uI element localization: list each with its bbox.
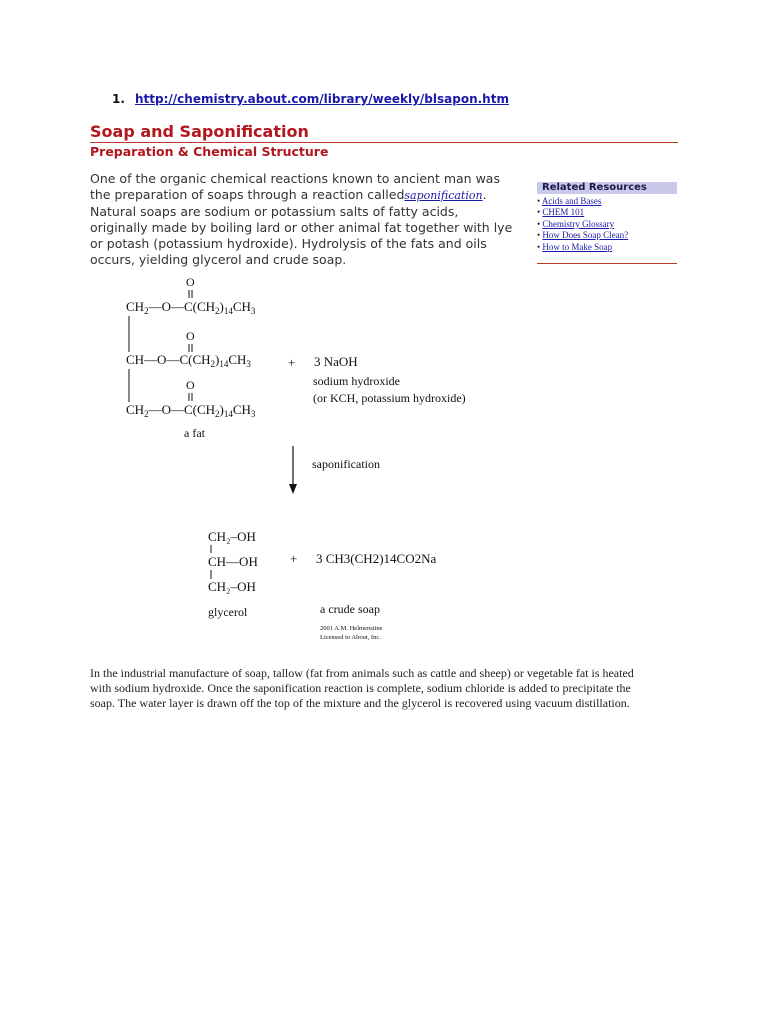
plus-sign: + xyxy=(288,355,296,370)
ch2-group: CH xyxy=(126,299,145,314)
arrow-label: saponification xyxy=(312,457,380,471)
related-link-make-soap[interactable]: How to Make Soap xyxy=(542,241,613,252)
list-number: 1. xyxy=(112,92,125,106)
list-item: • CHEM 101 xyxy=(537,207,585,218)
intro-text: . xyxy=(482,187,487,202)
related-link-glossary[interactable]: Chemistry Glossary xyxy=(542,218,615,229)
list-item: • Acids and Bases xyxy=(537,196,602,206)
soap-label: a crude soap xyxy=(320,602,380,616)
ch-group: CH—O—C(CH xyxy=(126,352,211,367)
intro-paragraph xyxy=(90,171,530,268)
related-link-acids-bases[interactable]: Acids and Bases xyxy=(541,196,602,206)
related-divider xyxy=(537,263,677,264)
ester-tail: C(CH xyxy=(183,299,216,314)
ch2-group: CH xyxy=(126,402,145,417)
intro-line: occurs, yielding glycerol and crude soap. xyxy=(90,252,347,267)
outro-paragraph xyxy=(90,666,690,711)
list-item: • How to Make Soap xyxy=(537,241,613,252)
intro-line: Natural soaps are sodium or potassium salts of fatty acids, xyxy=(90,204,459,219)
related-link-soap-clean[interactable]: How Does Soap Clean? xyxy=(542,230,629,241)
plus-sign: + xyxy=(290,551,298,566)
related-resources-heading: Related Resources xyxy=(537,182,677,194)
source-link[interactable]: http://chemistry.about.com/library/weekly/blsapon.htm xyxy=(135,92,509,106)
fat-row-1: $CH_2—O—C(CH_2)_{14}CH_3$ xyxy=(126,299,256,316)
credit-line-1: 2001 A.M. Helmenstine xyxy=(320,625,383,632)
glycerol-middle: CH—OH xyxy=(208,554,258,569)
reagent-formula: 3 NaOH xyxy=(314,354,358,369)
article-title: Soap and Saponification xyxy=(90,122,309,141)
fat-label: a fat xyxy=(184,426,205,440)
list-item: • Chemistry Glossary xyxy=(537,218,615,229)
related-resources-list xyxy=(537,196,677,253)
soap-formula: 3 CH3(CH2)14CO2Na xyxy=(316,551,437,566)
arrow-head xyxy=(289,484,297,494)
intro-text: the preparation of soaps through a reaction called xyxy=(90,187,405,202)
outro-line: with sodium hydroxide. Once the saponification reaction is complete, sodium chloride is added to precipitate the xyxy=(90,681,631,695)
fat-row-2: $CH—O—C(CH_2)_{14}CH_3$ xyxy=(126,352,251,369)
saponification-link[interactable]: saponification xyxy=(404,189,483,202)
glycerol-bottom: CH₂–OH xyxy=(208,579,256,594)
related-resources-box xyxy=(537,182,677,264)
intro-line: originally made by boiling lard or other animal fat together with lye xyxy=(90,220,513,235)
carbonyl-oxygen-2: O xyxy=(186,329,195,343)
outro-line: soap. The water layer is drawn off the top of the mixture and the glycerol is recovered using vacuum distillation. xyxy=(90,696,630,710)
related-link-chem101[interactable]: CHEM 101 xyxy=(542,207,585,218)
glycerol-top: CH₂–OH xyxy=(208,529,256,544)
carbonyl-oxygen-1: O xyxy=(186,275,195,289)
outro-line: In the industrial manufacture of soap, tallow (fat from animals such as cattle and sheep) or vegetable fat is heated xyxy=(90,666,634,680)
ester-tail: C(CH xyxy=(183,402,216,417)
credit-line-2: Licensed to About, Inc. xyxy=(320,634,381,641)
intro-line xyxy=(90,187,530,204)
list-item: • How Does Soap Clean? xyxy=(537,230,629,241)
article-subtitle: Preparation & Chemical Structure xyxy=(90,144,329,159)
intro-line: or potash (potassium hydroxide). Hydrolysis of the fats and oils xyxy=(90,236,487,251)
intro-line: One of the organic chemical reactions known to ancient man was xyxy=(90,171,500,186)
carbonyl-oxygen-3: O xyxy=(186,378,195,392)
title-divider xyxy=(90,142,678,143)
reagent-name: sodium hydroxide xyxy=(313,374,400,388)
glycerol-label: glycerol xyxy=(208,605,248,619)
reagent-alternative: (or KCH, potassium hydroxide) xyxy=(313,391,466,405)
fat-row-3: $CH_2—O—C(CH_2)_{14}CH_3$ xyxy=(126,402,256,419)
